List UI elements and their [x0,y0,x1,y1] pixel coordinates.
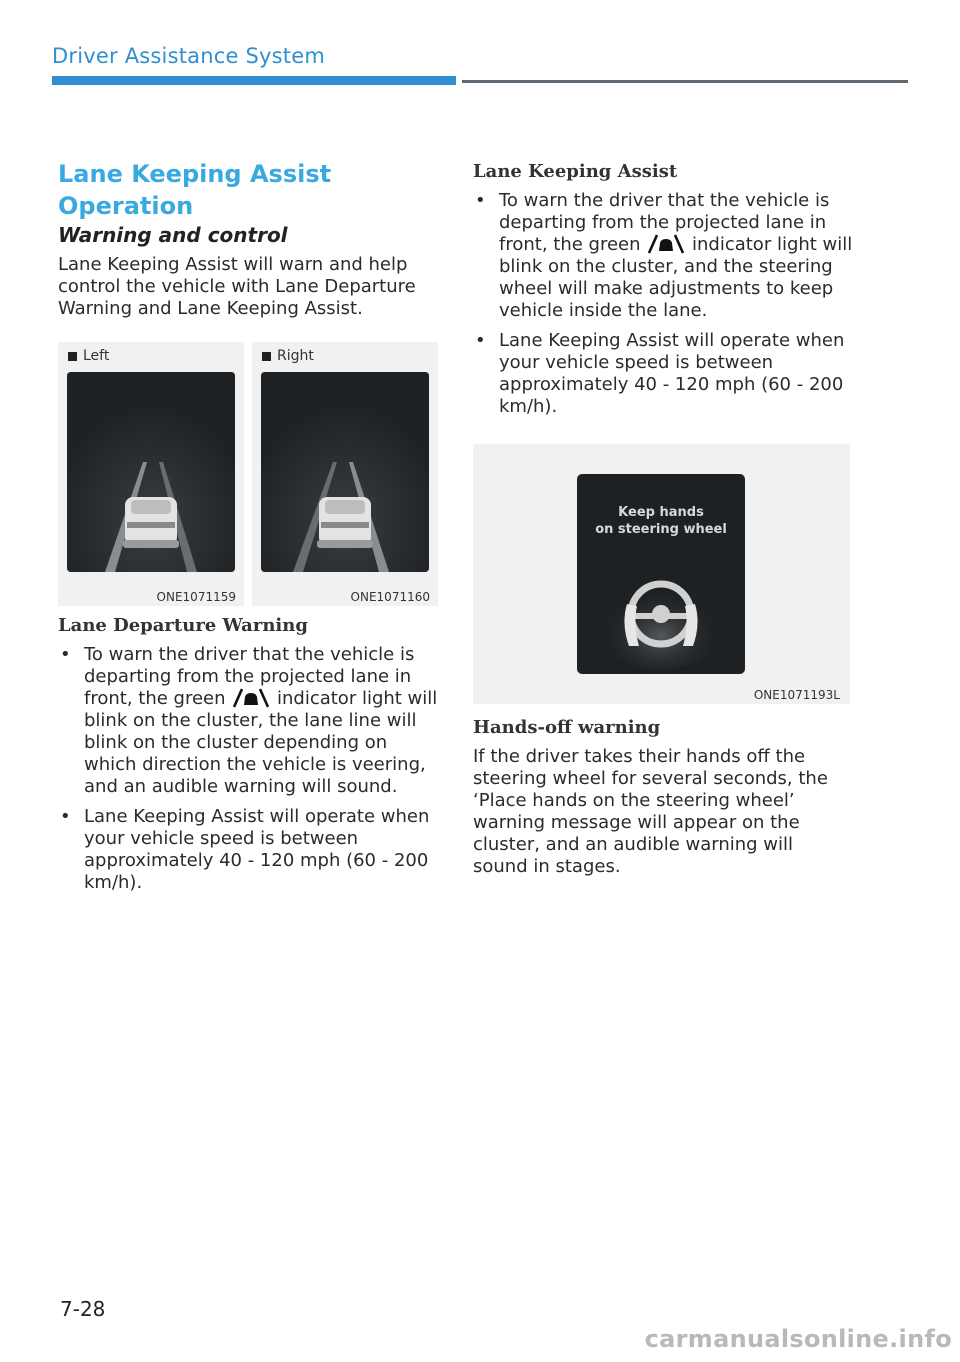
ldw-list [58,644,438,894]
cluster-screen-right [261,372,429,572]
page-number: 7-28 [60,1297,106,1321]
keep-hands-line1: Keep hands [618,505,704,520]
section-subtitle: Warning and control [58,223,288,247]
figure-right [252,342,438,606]
lka-list [473,190,853,418]
lane-figures [58,342,438,606]
header-section-title: Driver Assistance System [52,44,325,68]
watermark: carmanualsonline.info [644,1325,952,1353]
ldw-heading: Lane Departure Warning [58,615,308,636]
figure-right-label: Right [277,348,314,364]
header-rule [462,80,908,83]
lane-car-illustration-right [261,372,429,572]
hands-off-paragraph: If the driver takes their hands off the steering wheel for several seconds, the ‘Place hands on the steering wheel’ warning message will appear on the cluster, and an audible warning will sound in stages. [473,746,828,877]
list-item: • To warn the driver that the vehicle is departing from the projected lane in front, the green indicator light will blink on the cluster, the lane line will blink on the cluster depending on which direction the vehicle is veering, and an audible warning will sound. [58,644,438,798]
list-item: • Lane Keeping Assist will operate when your vehicle speed is between approximately 40 - 120 mph (60 - 200 km/h). [58,806,438,894]
hands-figure-code: ONE1071193L [753,688,840,702]
list-item: • Lane Keeping Assist will operate when your vehicle speed is between approximately 40 - 120 mph (60 - 200 km/h). [473,330,853,418]
keep-hands-line2: on steering wheel [595,522,727,537]
square-bullet-icon [262,352,271,361]
hands-off-figure [473,444,850,704]
figure-left-code: ONE1071159 [156,590,236,604]
figure-left-label: Left [83,348,110,364]
list-item: • To warn the driver that the vehicle is departing from the projected lane in front, the green indicator light will blink on the cluster, and the steering wheel will make adjustments to keep vehicle inside the lane. [473,190,853,322]
steering-wheel-icon [577,474,745,674]
figure-left [58,342,244,606]
cluster-screen-hands [577,474,745,674]
header-accent-bar [52,76,456,85]
square-bullet-icon [68,352,77,361]
lka-heading: Lane Keeping Assist [473,161,678,182]
hands-off-heading: Hands-off warning [473,717,661,738]
lane-car-illustration-left [67,372,235,572]
left-column [58,158,438,902]
intro-paragraph: Lane Keeping Assist will warn and help control the vehicle with Lane Departure Warning and Lane Keeping Assist. [58,254,416,319]
right-column [473,160,853,878]
lane-keeping-indicator-icon [231,688,271,708]
lane-keeping-indicator-icon [646,234,686,254]
figure-right-code: ONE1071160 [350,590,430,604]
cluster-screen-left [67,372,235,572]
section-title: Lane Keeping Assist Operation [58,160,332,220]
